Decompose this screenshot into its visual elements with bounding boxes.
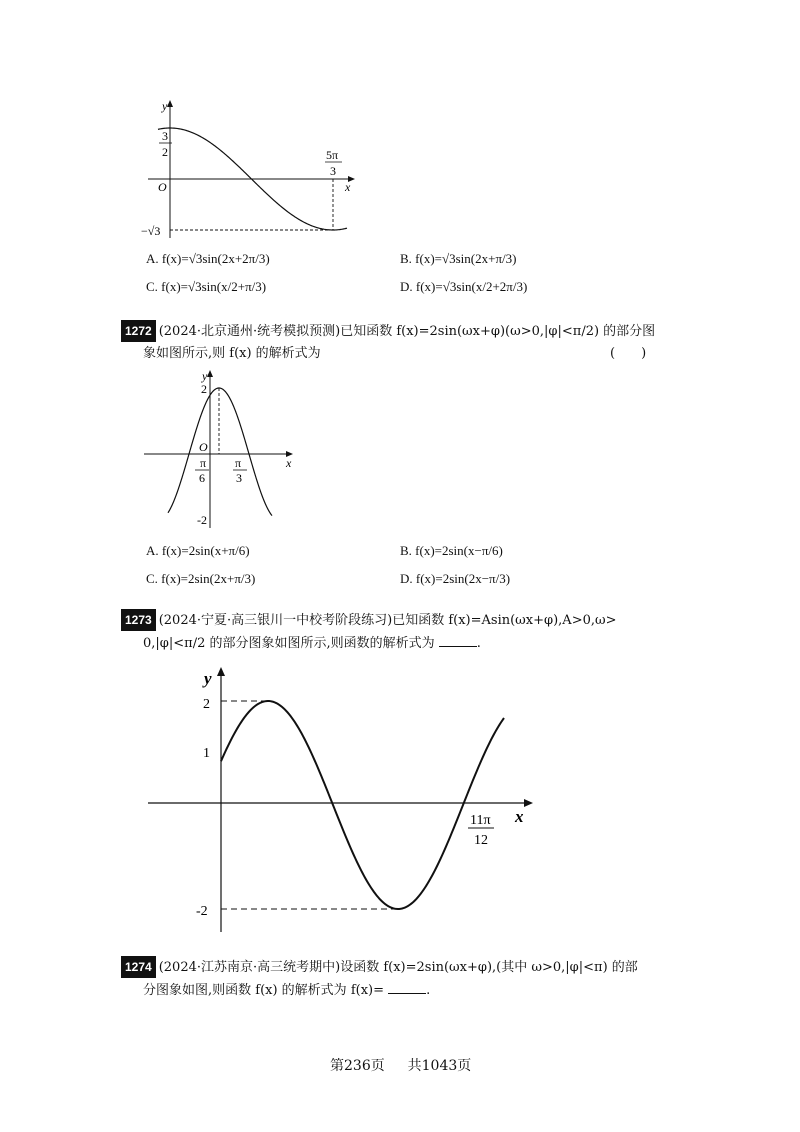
graph-1271 (140, 98, 360, 246)
option-1272-a[interactable]: A. f(x)=2sin(x+π/6) (146, 543, 250, 558)
graph2-y-label: y (202, 369, 208, 383)
option-1271-b[interactable]: B. f(x)=√3sin(2x+π/3) (400, 251, 517, 266)
option-1272-d[interactable]: D. f(x)=2sin(2x−π/3) (400, 571, 511, 586)
question-1273-text2: 0,|φ|<π/2 的部分图象如图所示,则函数的解析式为 (143, 636, 435, 651)
question-1272-line2: 象如图所示,则 f(x) 的解析式为 (143, 346, 321, 361)
answer-blank[interactable] (388, 983, 426, 994)
graph1-x-mark-num: 5π (326, 148, 339, 162)
graph1-x-label: x (345, 180, 351, 194)
question-1273-line2 (143, 635, 481, 653)
graph3-y-max: 2 (203, 697, 210, 712)
option-1272-c[interactable]: C. f(x)=2sin(2x+π/3) (146, 571, 256, 586)
question-number-badge: 1273 (121, 609, 156, 631)
question-1273-text1: (2024·宁夏·高三银川一中校考阶段练习)已知函数 f(x)=Asin(ωx+φ),A>0,ω> (158, 613, 617, 628)
page-number: 第236页 (330, 1058, 385, 1074)
option-1272-b[interactable]: B. f(x)=2sin(x−π/6) (400, 543, 503, 558)
question-number-badge: 1274 (121, 956, 156, 978)
graph-1273 (140, 660, 540, 940)
graph3-x-mark-num: 11π (470, 813, 491, 828)
question-1274-text2: 分图象如图,则函数 f(x) 的解析式为 f(x)= (143, 983, 384, 998)
graph2-x-right-num: π (235, 456, 242, 470)
question-1272-text1: (2024·北京通州·统考模拟预测)已知函数 f(x)=2sin(ωx+φ)(ω>0,|φ|<π/2) 的部分图 (158, 324, 656, 339)
question-1274-end: . (426, 983, 431, 998)
page-total: 共1043页 (407, 1058, 472, 1074)
graph2-origin: O (199, 440, 208, 454)
graph2-x-left-num: π (200, 456, 207, 470)
graph3-y-min: -2 (196, 904, 208, 919)
graph2-x-label: x (286, 456, 292, 470)
graph2-x-left-den: 6 (199, 471, 205, 485)
option-1271-a[interactable]: A. f(x)=√3sin(2x+2π/3) (146, 251, 270, 266)
graph1-y-bottom: −√3 (141, 224, 161, 238)
graph1-x-mark-den: 3 (330, 164, 336, 178)
graph1-y-top-den: 2 (162, 145, 168, 159)
graph-1272 (140, 368, 300, 530)
question-1273-line1 (121, 609, 616, 631)
option-1271-d[interactable]: D. f(x)=√3sin(x/2+2π/3) (400, 279, 528, 294)
question-1274-text1: (2024·江苏南京·高三统考期中)设函数 f(x)=2sin(ωx+φ),(其中 ω>0,|φ|<π) 的部 (158, 960, 638, 975)
graph3-y-one: 1 (203, 746, 210, 761)
question-number-badge: 1272 (121, 320, 156, 342)
page-footer (330, 1055, 471, 1075)
question-1273-end: . (476, 636, 481, 651)
graph2-y-max: 2 (201, 382, 207, 396)
answer-blank[interactable] (439, 636, 477, 647)
question-1274-line2 (143, 982, 430, 1000)
graph3-x-mark-den: 12 (474, 833, 488, 848)
graph3-y-label: y (204, 669, 212, 688)
graph1-y-top-num: 3 (162, 129, 168, 143)
question-1272-line1 (121, 320, 655, 342)
option-1271-c[interactable]: C. f(x)=√3sin(x/2+π/3) (146, 279, 267, 294)
question-1274-line1 (121, 956, 638, 978)
graph1-y-label: y (162, 99, 168, 113)
graph2-x-right-den: 3 (236, 471, 242, 485)
graph3-x-label: x (515, 807, 524, 826)
graph1-origin: O (158, 180, 167, 194)
answer-bracket[interactable]: ( ) (610, 346, 647, 361)
graph2-y-min: -2 (197, 513, 207, 527)
